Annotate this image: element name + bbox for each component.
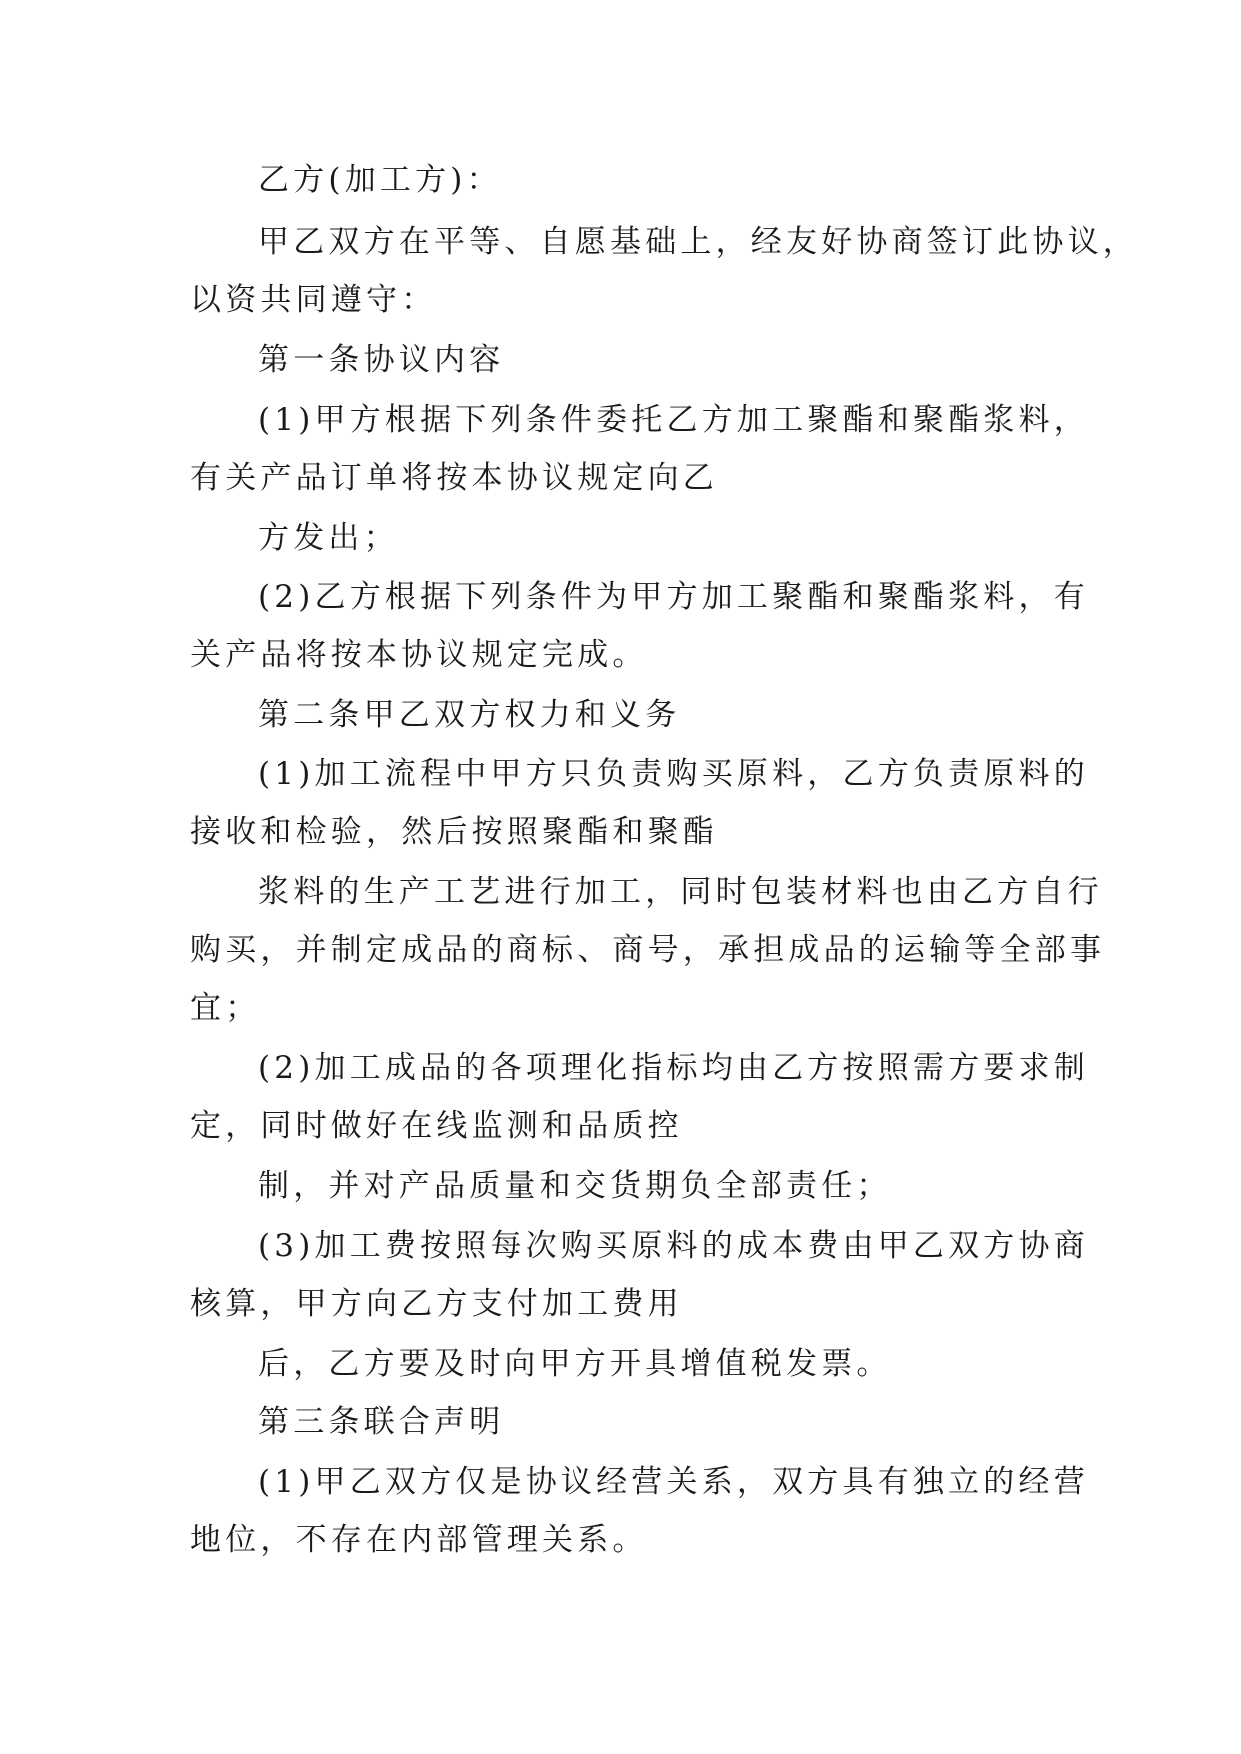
- text-line: (2)乙方根据下列条件为甲方加工聚酯和聚酯浆料，有: [258, 579, 1089, 615]
- text-line: 有关产品订单将按本协议规定向乙: [190, 460, 718, 496]
- text-line: 乙方(加工方)：: [258, 162, 502, 198]
- text-line: (1)甲乙双方仅是协议经营关系，双方具有独立的经营: [258, 1464, 1089, 1500]
- section-heading: 第二条甲乙双方权力和义务: [258, 697, 681, 733]
- text-line: 关产品将按本协议规定完成。: [190, 637, 648, 673]
- section-heading: 第一条协议内容: [258, 342, 505, 378]
- text-line: 宜；: [190, 990, 261, 1026]
- text-line: 制，并对产品质量和交货期负全部责任；: [258, 1168, 892, 1204]
- text-line: (1)加工流程中甲方只负责购买原料，乙方负责原料的: [258, 756, 1089, 792]
- text-line: 核算，甲方向乙方支付加工费用: [190, 1286, 683, 1322]
- text-line: 地位，不存在内部管理关系。: [190, 1522, 648, 1558]
- text-line: 以资共同遵守：: [190, 282, 437, 318]
- text-line: (1)甲方根据下列条件委托乙方加工聚酯和聚酯浆料，: [258, 402, 1089, 438]
- text-line: 方发出；: [258, 520, 399, 556]
- text-line: (2)加工成品的各项理化指标均由乙方按照需方要求制: [258, 1050, 1089, 1086]
- text-line: 定，同时做好在线监测和品质控: [190, 1108, 683, 1144]
- text-line: 后，乙方要及时向甲方开具增值税发票。: [258, 1346, 892, 1382]
- text-line: 甲乙双方在平等、自愿基础上，经友好协商签订此协议，: [258, 224, 1138, 260]
- text-line: (3)加工费按照每次购买原料的成本费由甲乙双方协商: [258, 1228, 1089, 1264]
- text-line: 浆料的生产工艺进行加工，同时包装材料也由乙方自行: [258, 874, 1103, 910]
- text-line: 购买，并制定成品的商标、商号，承担成品的运输等全部事: [190, 932, 1106, 968]
- section-heading: 第三条联合声明: [258, 1404, 505, 1440]
- text-line: 接收和检验，然后按照聚酯和聚酯: [190, 814, 718, 850]
